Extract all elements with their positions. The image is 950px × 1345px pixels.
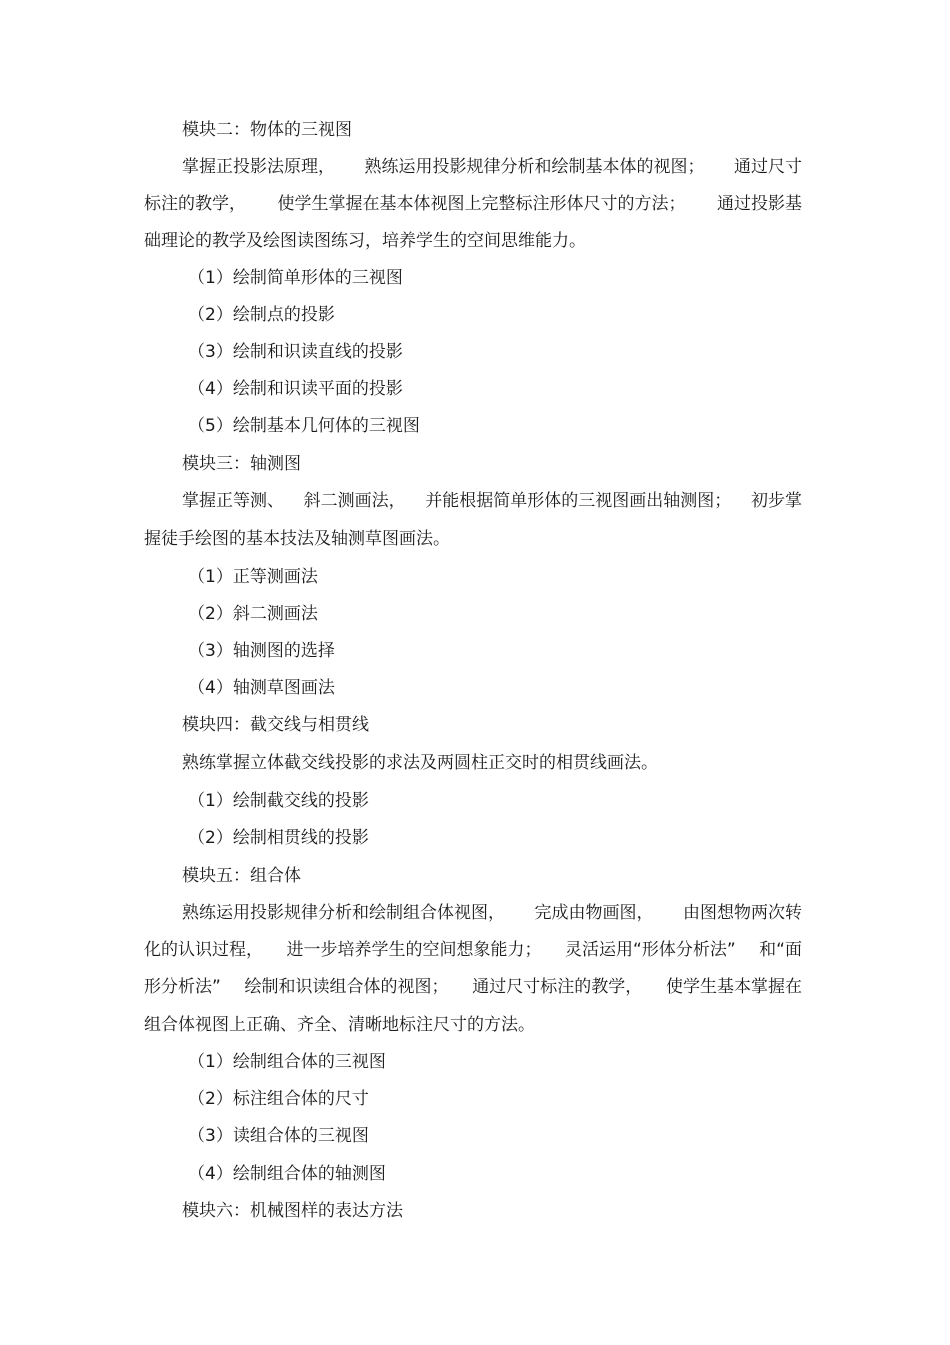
module3-title: 模块三：轴测图 (182, 454, 301, 474)
module5-desc-line1 (182, 902, 802, 924)
text-segment: 标注的教学， (144, 194, 246, 214)
text-segment: 使学生基本掌握在 (665, 977, 802, 997)
module5-desc-line3 (144, 976, 802, 998)
list-item: （4）绘制组合体的轴测图 (188, 1164, 386, 1184)
module4-title: 模块四：截交线与相贯线 (182, 715, 369, 735)
module6-title: 模块六：机械图样的表达方法 (182, 1201, 403, 1221)
text-segment: 绘制和识读组合体的视图； (244, 977, 449, 997)
list-item: （4）绘制和识读平面的投影 (188, 379, 403, 399)
list-item: （4）轴测草图画法 (188, 678, 335, 698)
list-item: （3）绘制和识读直线的投影 (188, 342, 403, 362)
list-item: （2）绘制相贯线的投影 (188, 828, 369, 848)
text-segment: 熟练运用投影规律分析和绘制基本体的视图； (364, 157, 705, 177)
text-segment: 初步掌 (750, 491, 802, 511)
module2-desc-line2 (144, 193, 802, 215)
list-item: （1）绘制截交线的投影 (188, 791, 369, 811)
module5-desc-line4: 组合体视图上正确、齐全、清晰地标注尺寸的方法。 (144, 1015, 535, 1035)
text-segment: 和“面 (759, 940, 802, 960)
list-item: （5）绘制基本几何体的三视图 (188, 416, 420, 436)
text-segment: 形分析法” (144, 977, 221, 997)
module3-desc-line2: 握徒手绘图的基本技法及轴测草图画法。 (144, 529, 450, 549)
text-segment: 并能根据简单形体的三视图画出轴测图； (425, 491, 732, 511)
list-item: （3）轴测图的选择 (188, 641, 335, 661)
text-segment: 斜二测画法， (303, 491, 406, 511)
text-segment: 化的认识过程， (144, 940, 263, 960)
text-segment: 使学生掌握在基本体视图上完整标注形体尺寸的方法； (277, 194, 686, 214)
module2-desc-line1 (182, 156, 802, 178)
text-segment: 通过投影基 (717, 194, 802, 214)
text-segment: 通过尺寸 (734, 157, 802, 177)
module2-desc-line3: 础理论的教学及绘图读图练习，培养学生的空间思维能力。 (144, 231, 586, 251)
text-segment: 熟练运用投影规律分析和绘制组合体视图， (182, 903, 505, 923)
text-segment: 完成由物画图， (534, 903, 654, 923)
list-item: （2）斜二测画法 (188, 604, 318, 624)
list-item: （1）正等测画法 (188, 567, 318, 587)
text-segment: 进一步培养学生的空间想象能力； (286, 940, 542, 960)
module5-title: 模块五：组合体 (182, 866, 301, 886)
list-item: （2）绘制点的投影 (188, 305, 335, 325)
text-segment: 掌握正等测、 (182, 491, 284, 511)
module3-desc-line1 (182, 490, 802, 512)
module4-desc-line1: 熟练掌握立体截交线投影的求法及两圆柱正交时的相贯线画法。 (182, 753, 658, 773)
module5-desc-line2 (144, 939, 802, 961)
text-segment: 由图想物两次转 (683, 903, 802, 923)
list-item: （1）绘制组合体的三视图 (188, 1052, 386, 1072)
list-item: （2）标注组合体的尺寸 (188, 1089, 369, 1109)
text-segment: 掌握正投影法原理， (182, 157, 335, 177)
module2-title: 模块二：物体的三视图 (182, 120, 352, 140)
text-segment: 通过尺寸标注的教学， (472, 977, 643, 997)
text-segment: 灵活运用“形体分析法” (565, 940, 736, 960)
list-item: （1）绘制简单形体的三视图 (188, 268, 403, 288)
list-item: （3）读组合体的三视图 (188, 1126, 369, 1146)
